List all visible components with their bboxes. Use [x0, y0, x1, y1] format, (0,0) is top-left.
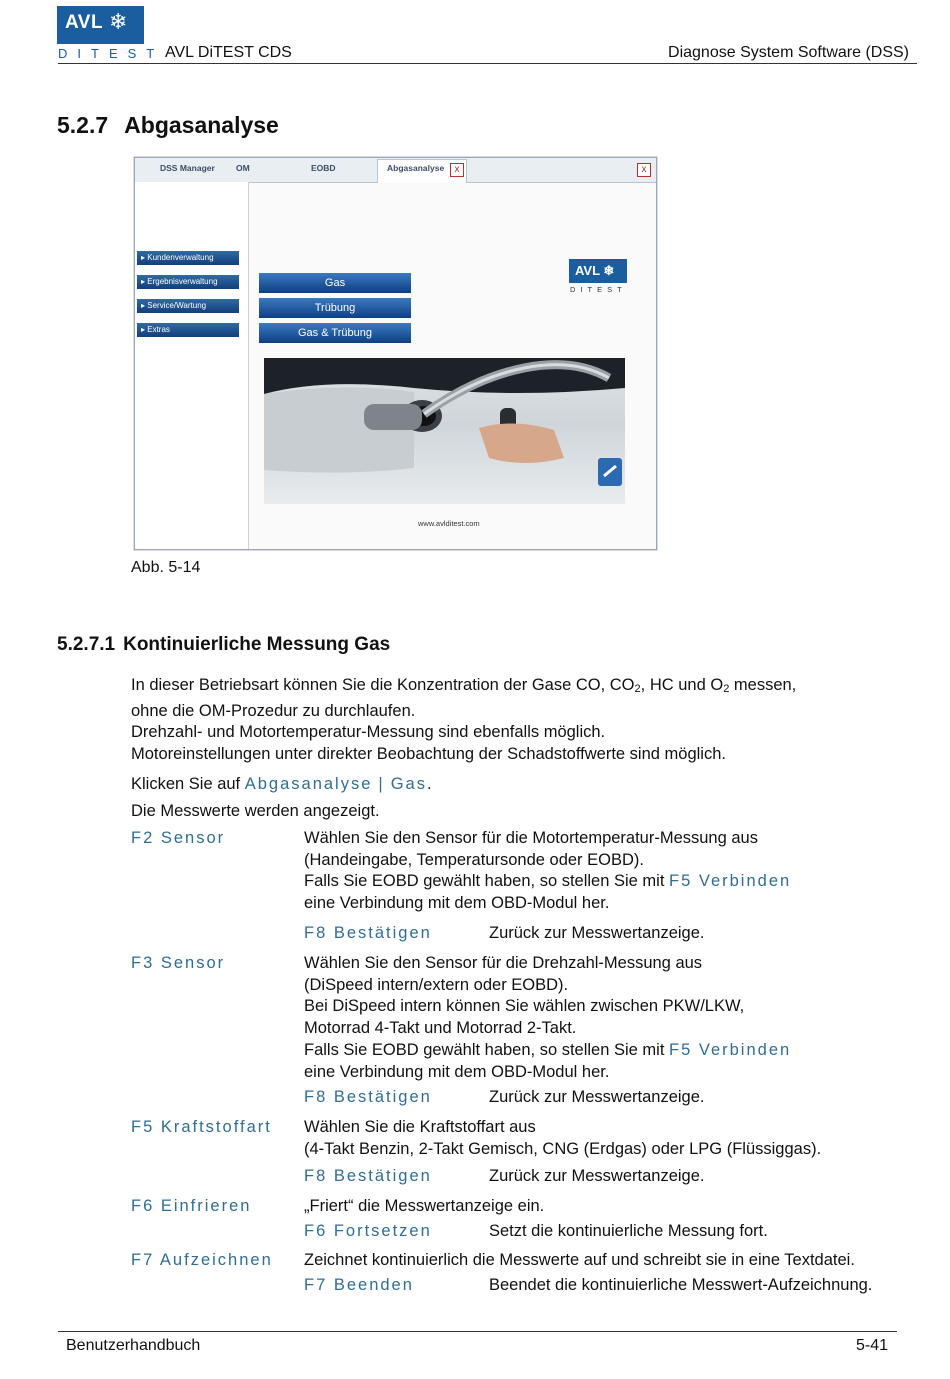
key-f2-sensor: F2 Sensor — [131, 829, 226, 847]
intro-text: , HC und O — [640, 676, 724, 694]
f2-line: (Handeingabe, Temperatursonde oder EOBD). — [304, 850, 644, 869]
sidebar — [135, 182, 249, 549]
sidebar-item-ergebnisverwaltung[interactable]: ▸ Ergebnisverwaltung — [137, 275, 239, 289]
f6-fortsetzen-description: Setzt die kontinuierliche Messung fort. — [489, 1222, 768, 1240]
key-f6-einfrieren: F6 Einfrieren — [131, 1197, 252, 1215]
footer-rule — [58, 1331, 897, 1332]
intro-text: messen, — [729, 676, 797, 694]
f8-description: Zurück zur Messwertanzeige. — [489, 924, 705, 942]
f3-line — [304, 1040, 791, 1062]
click-prefix: Klicken Sie auf — [131, 775, 245, 793]
subsection-title: Kontinuierliche Messung Gas — [123, 634, 391, 655]
f5-line: (4-Takt Benzin, 2-Takt Gemisch, CNG (Erdgas) oder LPG (Flüssiggas). — [304, 1139, 822, 1158]
menu-button-gas-truebung[interactable]: Gas & Trübung — [259, 323, 411, 343]
f8-description: Zurück zur Messwertanzeige. — [489, 1088, 705, 1106]
f3-line: Bei DiSpeed intern können Sie wählen zwischen PKW/LKW, — [304, 997, 745, 1015]
intro-line-2: ohne die OM-Prozedur zu durchlaufen. — [131, 701, 416, 720]
key-f5-verbinden: F5 Verbinden — [669, 1041, 792, 1059]
section-title: Abgasanalyse — [124, 112, 279, 138]
f2-line — [304, 871, 791, 893]
figure-caption: Abb. 5-14 — [131, 559, 201, 576]
subscript: 2 — [634, 683, 641, 695]
intro-paragraph — [131, 675, 911, 765]
section-number: 5.2.7 — [57, 112, 109, 138]
f6-description: „Friert“ die Messwertanzeige ein. — [304, 1197, 545, 1215]
keyword-separator: | — [378, 775, 385, 793]
click-suffix: . — [426, 775, 432, 793]
menu-button-truebung[interactable]: Trübung — [259, 298, 411, 318]
intro-line-3: Drehzahl- und Motortemperatur-Messung sind ebenfalls möglich. — [131, 723, 606, 741]
tab-eobd[interactable]: EOBD — [311, 163, 336, 173]
f7-beenden-description: Beendet die kontinuierliche Messwert-Aufzeichnung. — [489, 1276, 873, 1294]
intro-text: In dieser Betriebsart können Sie die Konzentration der Gase CO, CO — [131, 676, 635, 694]
keyword-gas[interactable]: Gas — [390, 775, 427, 793]
key-f5-kraftstoffart: F5 Kraftstoffart — [131, 1118, 272, 1136]
header-product: AVL DiTEST CDS — [165, 44, 292, 61]
subsection-heading — [57, 634, 390, 656]
f3-line: (DiSpeed intern/extern oder EOBD). — [304, 975, 569, 994]
close-window-icon[interactable]: x — [637, 163, 651, 177]
header-right-title: Diagnose System Software (DSS) — [668, 44, 909, 61]
f8-description: Zurück zur Messwertanzeige. — [489, 1167, 705, 1185]
snowflake-icon: ❄ — [109, 9, 128, 34]
key-f7-aufzeichnen: F7 Aufzeichnen — [131, 1251, 273, 1269]
key-f7-beenden: F7 Beenden — [304, 1276, 414, 1294]
f3-line: Wählen Sie den Sensor für die Drehzahl-Messung aus — [304, 954, 703, 972]
f5-line: Wählen Sie die Kraftstoffart aus — [304, 1118, 536, 1136]
tab-dss-manager[interactable]: DSS Manager — [160, 163, 215, 173]
key-f8-bestaetigen: F8 Bestätigen — [304, 1167, 432, 1185]
f5-description — [304, 1117, 821, 1160]
f3-description — [304, 953, 791, 1083]
avl-logo — [57, 6, 144, 44]
tab-abgasanalyse[interactable]: Abgasanalyse — [387, 163, 445, 173]
key-f8-bestaetigen: F8 Bestätigen — [304, 1088, 432, 1106]
f3-line: Motorrad 4-Takt und Motorrad 2-Takt. — [304, 1018, 577, 1037]
intro-line-1 — [131, 675, 911, 701]
subsection-number: 5.2.7.1 — [57, 634, 116, 655]
figure-avl-logo: AVL ❄ — [569, 259, 627, 283]
page-number: 5-41 — [855, 1337, 888, 1354]
header-rule — [58, 63, 917, 64]
values-shown-text: Die Messwerte werden angezeigt. — [131, 802, 380, 820]
intro-line-4: Motoreinstellungen unter direkter Beobachtung der Schadstoffwerte sind möglich. — [131, 744, 726, 763]
f3-line: eine Verbindung mit dem OBD-Modul her. — [304, 1062, 610, 1081]
f2-line: Wählen Sie den Sensor für die Motortemperatur-Messung aus — [304, 829, 758, 847]
sidebar-item-kundenverwaltung[interactable]: ▸ Kundenverwaltung — [137, 251, 239, 265]
f2-description — [304, 828, 791, 914]
logo-subtitle: DITEST — [58, 46, 165, 61]
f2-text: Falls Sie EOBD gewählt haben, so stellen Sie mit — [304, 872, 670, 890]
key-f8-bestaetigen: F8 Bestätigen — [304, 924, 432, 942]
sidebar-item-label: Service/Wartung — [147, 301, 207, 310]
section-heading — [57, 112, 279, 139]
exhaust-probe-photo — [264, 358, 625, 504]
tab-om[interactable]: OM — [236, 163, 250, 173]
figure-logo-subtitle: DITEST — [570, 285, 627, 294]
key-f6-fortsetzen: F6 Fortsetzen — [304, 1222, 432, 1240]
footer-left: Benutzerhandbuch — [66, 1337, 201, 1354]
sidebar-item-label: Extras — [147, 325, 170, 334]
close-tab-icon[interactable]: x — [450, 163, 464, 177]
sidebar-item-extras[interactable]: ▸ Extras — [137, 323, 239, 337]
sidebar-item-label: Kundenverwaltung — [147, 253, 214, 262]
key-f3-sensor: F3 Sensor — [131, 954, 226, 972]
logo-text: AVL — [65, 12, 104, 33]
subscript: 2 — [723, 683, 730, 695]
keyword-abgasanalyse[interactable]: Abgasanalyse — [244, 775, 373, 793]
tab-bar — [135, 158, 656, 183]
figure-logo-text: AVL — [575, 263, 600, 278]
click-instruction — [131, 774, 432, 796]
f3-text: Falls Sie EOBD gewählt haben, so stellen Sie mit — [304, 1041, 670, 1059]
key-f5-verbinden: F5 Verbinden — [669, 872, 792, 890]
sidebar-item-label: Ergebnisverwaltung — [147, 277, 218, 286]
f7-description: Zeichnet kontinuierlich die Messwerte auf und schreibt sie in eine Textdatei. — [304, 1251, 855, 1269]
screenshot-figure — [134, 157, 657, 550]
figure-url: www.avlditest.com — [418, 519, 480, 528]
sidebar-item-service-wartung[interactable]: ▸ Service/Wartung — [137, 299, 239, 313]
menu-button-gas[interactable]: Gas — [259, 273, 411, 293]
f2-line: eine Verbindung mit dem OBD-Modul her. — [304, 893, 610, 912]
